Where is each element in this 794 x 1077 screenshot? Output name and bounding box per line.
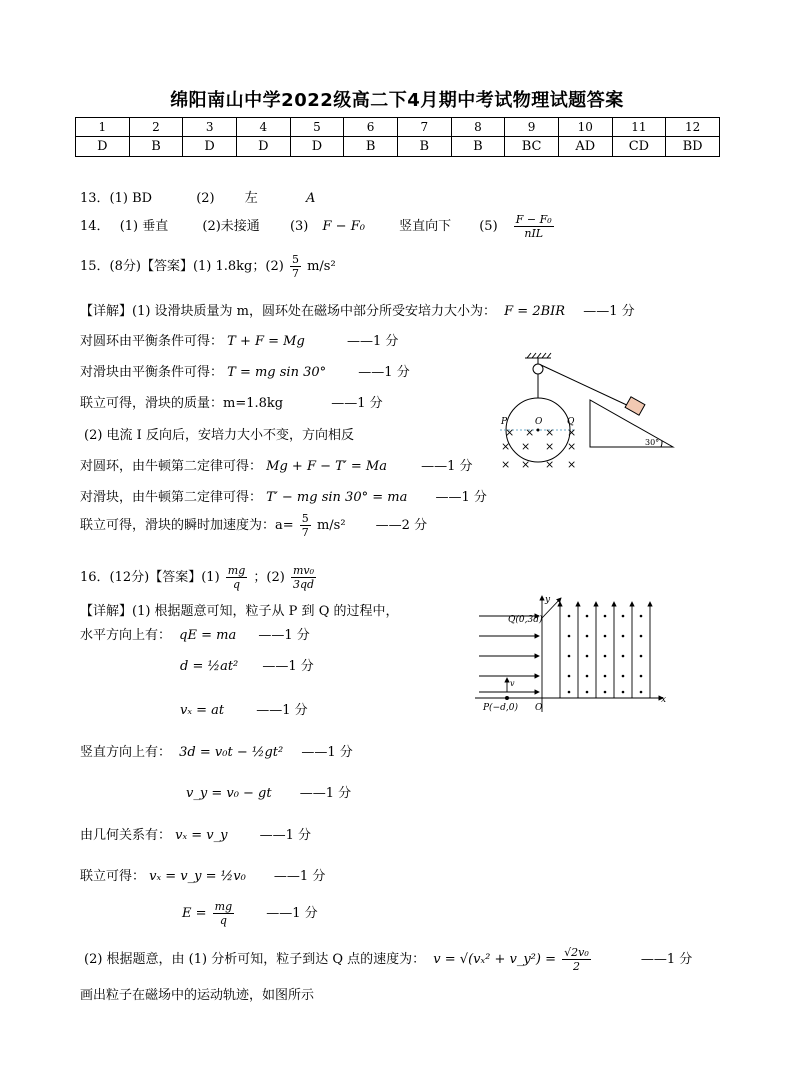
svg-text:×: × (567, 426, 577, 439)
q16-l4-eq: vₓ = at (180, 703, 225, 718)
q16-l4-mark: ——1 分 (256, 703, 308, 718)
q14-part3: (3) (289, 219, 309, 234)
q16-line1: 【详解】(1) 根据题意可知，粒子从 P 到 Q 的过程中， (80, 604, 399, 619)
q14-eq3: F − F₀ (322, 219, 365, 234)
q16-line6 (186, 782, 351, 801)
svg-text:×: × (521, 458, 531, 471)
ceiling-hatch (527, 353, 551, 358)
q15-l3-text: 对滑块由平衡条件可得： (80, 365, 224, 380)
slider-block (625, 397, 645, 415)
answer-table-number-row (76, 118, 720, 137)
q15-line6 (80, 455, 473, 474)
ring-center (537, 429, 540, 432)
q16-header (80, 564, 318, 591)
answer-cell: D (183, 137, 237, 157)
question-number-cell: 6 (344, 118, 398, 137)
question-number-cell: 4 (236, 118, 290, 137)
question-number-cell: 8 (451, 118, 505, 137)
q16-line4 (180, 699, 308, 718)
answer-cell: AD (558, 137, 612, 157)
answer-cell: CD (612, 137, 666, 157)
page-title: 绵阳南山中学2022级高二下4月期中考试物理试题答案 (170, 90, 624, 111)
question-number-cell: 7 (397, 118, 451, 137)
q16-line8 (80, 865, 325, 884)
q15-l2-text: 对圆环由平衡条件可得： (80, 334, 224, 349)
q16-l7-mark: ——1 分 (259, 828, 312, 843)
q16-figure (475, 590, 670, 715)
q15-l7-mark: ——1 分 (435, 490, 487, 505)
question-number-cell: 12 (666, 118, 720, 137)
q16-l2-text: 水平方向上有： (80, 628, 172, 643)
fig2-label-x: x (661, 695, 667, 705)
answer-cell: D (76, 137, 130, 157)
q15-l4-text: 联立可得，滑块的质量：m=1.8kg (80, 396, 284, 411)
q14-frac-num: F − F₀ (515, 213, 552, 226)
q13-answer3: A (305, 191, 316, 206)
q15-l8-den: 7 (301, 526, 309, 539)
q16-l5-text: 竖直方向上有： (80, 745, 172, 760)
q14-frac-den: nIL (524, 227, 544, 240)
q16-a2-num: mv₀ (291, 564, 316, 578)
q15-line5: (2) 电流 I 反向后，安培力大小不变，方向相反 (84, 428, 354, 443)
q16-l10-text: (2) 根据题意，由 (1) 分析可知，粒子到达 Q 点的速度为： (84, 952, 426, 967)
q15-l8-text: 联立可得，滑块的瞬时加速度为：a= (80, 518, 294, 533)
q15-l2-mark: ——1 分 (346, 334, 399, 349)
q15-l2-eq: T + F = Mg (227, 334, 305, 349)
q15-line4 (80, 392, 383, 411)
fig1-label-q: Q (567, 417, 575, 427)
fig2-label-o: O (535, 703, 543, 713)
q16-l7-text: 由几何关系有： (80, 828, 172, 843)
q15-line8 (80, 512, 427, 539)
answer-cell: B (344, 137, 398, 157)
q15-l6-mark: ——1 分 (421, 459, 473, 474)
answer-cell: B (129, 137, 183, 157)
question-number-cell: 3 (183, 118, 237, 137)
fig1-label-o: O (535, 417, 543, 427)
answer-cell: D (236, 137, 290, 157)
q15-frac-den: 7 (291, 267, 299, 280)
q14-line (80, 213, 556, 240)
answer-cell: B (451, 137, 505, 157)
question-number-cell: 5 (290, 118, 344, 137)
q14-fraction (514, 213, 554, 240)
q14-label: 14． (80, 219, 110, 234)
q15-line3 (80, 361, 410, 380)
q16-line10 (84, 946, 692, 973)
q16-a2-fraction (291, 564, 316, 591)
fig2-label-v: v (510, 679, 515, 688)
q15-l6-text: 对圆环，由牛顿第二定律可得： (80, 459, 263, 474)
q14-part1: (1) 垂直 (119, 219, 169, 234)
q16-sep: ；(2) (253, 570, 285, 585)
rope-incline (541, 365, 631, 407)
question-number-cell: 9 (505, 118, 559, 137)
q14-part5: (5) (479, 219, 498, 234)
field-dots (568, 615, 643, 694)
q16-l9-fraction (213, 900, 234, 927)
fig2-label-p: P(−d,0) (483, 703, 518, 713)
q15-l7-text: 对滑块，由牛顿第二定律可得： (80, 490, 263, 505)
q16-header-text: 16．(12分)【答案】(1) (80, 570, 220, 585)
q16-line11: 画出粒子在磁场中的运动轨迹，如图所示 (80, 988, 315, 1003)
q16-l6-mark: ——1 分 (299, 786, 352, 801)
q15-line1 (80, 300, 635, 319)
q14-part4: 竖直向下 (399, 219, 452, 234)
answer-cell: BC (505, 137, 559, 157)
answer-table (75, 117, 720, 157)
q15-l1-eq: F = 2BIR (504, 304, 566, 319)
answer-cell: D (290, 137, 344, 157)
point-p (505, 696, 509, 700)
svg-text:×: × (525, 426, 535, 439)
q14-part2: (2)未接通 (202, 219, 260, 234)
q16-l5-eq: 3d = v₀t − ½gt² (179, 745, 284, 760)
q15-l4-mark: ——1 分 (331, 396, 383, 411)
q13-label: 13．(1) BD (80, 191, 153, 206)
q15-line7 (80, 486, 487, 505)
q15-l7-eq: T′ − mg sin 30° = ma (266, 490, 408, 505)
q16-l8-text: 联立可得： (80, 869, 146, 884)
q15-l1-text: 【详解】(1) 设滑块质量为 m，圆环处在磁场中部分所受安培力大小为： (80, 304, 497, 319)
q15-l8-unit: m/s² (316, 518, 346, 533)
q16-l2-eq: qE = ma (179, 628, 237, 643)
q16-l2-mark: ——1 分 (258, 628, 310, 643)
q16-l8-mark: ——1 分 (273, 869, 326, 884)
q16-l9-pre: E = (182, 906, 207, 921)
svg-text:×: × (545, 426, 555, 439)
q16-l10-fraction (562, 946, 591, 973)
svg-text:×: × (501, 440, 511, 453)
question-number-cell: 2 (129, 118, 183, 137)
svg-text:×: × (567, 440, 577, 453)
answer-cell: BD (666, 137, 720, 157)
q15-l8-mark: ——2 分 (375, 518, 428, 533)
q16-l9-mark: ——1 分 (266, 906, 318, 921)
q16-a1-den: q (233, 578, 241, 591)
q16-l5-mark: ——1 分 (301, 745, 353, 760)
svg-text:×: × (545, 458, 555, 471)
q13-answer2: 左 (244, 191, 258, 206)
q16-line9 (182, 900, 318, 927)
question-number-cell: 1 (76, 118, 130, 137)
svg-text:×: × (567, 458, 577, 471)
q15-l8-fraction (300, 512, 311, 539)
q15-unit: m/s² (307, 259, 336, 274)
fig1-angle-label: 30° (645, 438, 660, 447)
q16-l3-mark: ——1 分 (262, 659, 314, 674)
q16-l7-eq: vₓ = v_y (175, 828, 228, 843)
q16-l9-den: q (219, 914, 227, 927)
q15-l1-mark: ——1 分 (583, 304, 635, 319)
q13-line (80, 187, 315, 206)
svg-text:×: × (545, 440, 555, 453)
fig2-label-y: y (545, 595, 551, 605)
q16-l3-eq: d = ½at² (180, 659, 239, 674)
q15-frac-num: 5 (291, 253, 299, 266)
q16-l10-num: √2v₀ (564, 946, 589, 959)
q16-l9-num: mg (214, 900, 233, 913)
svg-text:×: × (505, 426, 515, 439)
question-number-cell: 11 (612, 118, 666, 137)
q15-figure (495, 352, 680, 477)
angle-arc (661, 441, 662, 447)
q15-answer-fraction (290, 253, 301, 280)
q13-part2: (2) (196, 191, 215, 206)
q15-line2 (80, 330, 398, 349)
q16-a1-fraction (226, 564, 247, 591)
q16-line3 (180, 655, 314, 674)
svg-text:×: × (501, 458, 511, 471)
fig2-label-q: Q(0,3d) (508, 615, 543, 625)
q15-l6-eq: Mg + F − T′ = Ma (266, 459, 387, 474)
answer-table-answer-row (76, 137, 720, 157)
q16-a2-den: 3qd (292, 578, 315, 591)
q15-l3-eq: T = mg sin 30° (227, 365, 327, 380)
q15-l3-mark: ——1 分 (358, 365, 410, 380)
q16-l10-den: 2 (572, 960, 580, 973)
q16-line5 (80, 741, 353, 760)
q15-header (80, 253, 336, 280)
q16-a1-num: mg (227, 564, 246, 577)
answer-cell: B (397, 137, 451, 157)
fig1-label-p: P (501, 417, 508, 427)
q16-l6-eq: v_y = v₀ − gt (186, 786, 272, 801)
q16-line7 (80, 824, 311, 843)
q15-l8-num: 5 (301, 512, 309, 525)
q15-header-text: 15．(8分)【答案】(1) 1.8kg；(2) (80, 259, 284, 274)
question-number-cell: 10 (558, 118, 612, 137)
q16-l10-eq: v = √(vₓ² + v_y²) = (433, 952, 556, 967)
q16-line2 (80, 624, 310, 643)
q16-l8-eq: vₓ = v_y = ½v₀ (149, 869, 246, 884)
svg-text:×: × (521, 440, 531, 453)
q16-l10-mark: ——1 分 (640, 952, 693, 967)
